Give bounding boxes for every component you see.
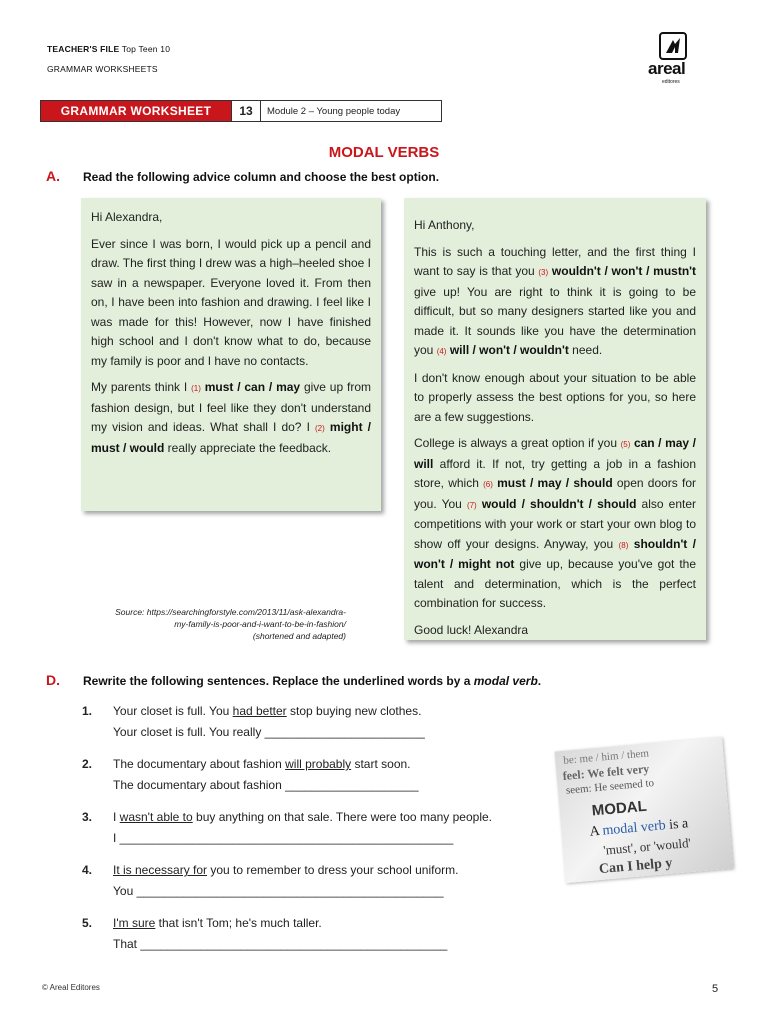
option-choice[interactable]: wouldn't / won't / mustn't [551, 264, 696, 278]
section-a-letter: A. [46, 168, 60, 184]
answer-line[interactable]: The documentary about fashion ____________________ [113, 778, 419, 792]
worksheet-module: Module 2 – Young people today [267, 105, 401, 117]
gap-number: (3) [538, 268, 549, 277]
source-citation: Source: https://searchingforstyle.com/2013/11/ask-alexandra- my-family-is-poor-and-i-want-to-be-in-fashion/ (shortened and adapted) [115, 607, 346, 641]
worksheet-number: 13 [231, 101, 261, 121]
header-line-1: TEACHER'S FILE Top Teen 10 [47, 44, 171, 54]
letter-right-closing: Good luck! Alexandra [414, 622, 529, 637]
gap-number: (2) [315, 424, 325, 433]
section-d-letter: D. [46, 672, 60, 688]
option-choice[interactable]: must / can / may [204, 380, 301, 394]
letter-right [404, 198, 706, 640]
section-d-instruction: Rewrite the following sentences. Replace the underlined words by a modal verb. [83, 674, 542, 688]
option-choice[interactable]: will / won't / wouldn't [449, 343, 569, 357]
option-choice[interactable]: would / shouldn't / should [481, 496, 637, 511]
gap-number: (4) [436, 347, 447, 356]
publisher-logo: areal editores [648, 32, 704, 88]
dictionary-photo: be: me / him / them feel: We felt very seem: He seemed to MODAL A modal verb is a 'must', or 'would' Can I help y [555, 737, 734, 883]
letter-left-paragraph-2: My parents think I (1) must / can / may give up from fashion design, but I feel like they don't understand my vision and ideas. What shall I do? I (2) might / must / would really appreciate the feedback. [91, 380, 372, 455]
letter-right-greeting: Hi Anthony, [414, 218, 475, 232]
footer-copyright: © Areal Editores [42, 983, 100, 992]
gap-number: (6) [483, 480, 493, 489]
letter-right-paragraph-3: College is always a great option if you (5) can / may / will afford it. If not, try getting a job in a fashion store, which (6) must / may / should open doors for you. You (7) would / shouldn't / should also enter competitions with your work or start your own blog to show off your designs. Anyway, you (8) shouldn't / won't / might not give up, because you've got the talent and determination, which is the perfect combination for success. [414, 436, 697, 610]
gap-number: (7) [466, 500, 477, 510]
answer-line[interactable]: I __________________________________________________ [113, 831, 454, 845]
logo-icon [659, 32, 687, 60]
section-a-instruction: Read the following advice column and choose the best option. [83, 170, 440, 184]
letter-right-paragraph-2: I don't know enough about your situation to be able to properly assess the best options for you, so here are a few suggestions. [414, 370, 696, 424]
worksheet-label: GRAMMAR WORKSHEET [41, 101, 231, 121]
letter-left-greeting: Hi Alexandra, [91, 210, 163, 224]
letter-left-paragraph-1: Ever since I was born, I would pick up a pencil and draw. The first thing I drew was a high–heeled shoe I saw in a newspaper. Everyone loved it. From then on, I have been into fashion and drawing. I feel like I was made for this! However, now I have finished high school and I don't know what to do, because my family is poor and I have no contacts. [91, 236, 371, 368]
gap-number: (5) [620, 440, 631, 449]
worksheet-bar [40, 100, 442, 122]
header-line-2: GRAMMAR WORKSHEETS [47, 64, 158, 74]
gap-number: (1) [191, 384, 201, 393]
option-choice[interactable]: shouldn't / won't / might not [414, 536, 697, 571]
option-choice[interactable]: can / may / will [414, 436, 696, 471]
page-number: 5 [712, 983, 719, 995]
letter-right-paragraph-1: This is such a touching letter, and the first thing I want to say is that you (3) wouldn't / won't / mustn't give up! You are right to think it is going to be difficult, but so many designers started like you and made it. It sounds like you have the determination you (4) will / won't / wouldn't need. [414, 244, 696, 357]
answer-line[interactable]: That ______________________________________________ [113, 937, 448, 951]
gap-number: (8) [618, 540, 629, 550]
option-choice[interactable]: must / may / should [497, 476, 613, 490]
letter-left [81, 198, 381, 511]
answer-line[interactable]: You ______________________________________________ [113, 884, 444, 898]
option-choice[interactable]: might / must / would [91, 420, 372, 455]
answer-line[interactable]: Your closet is full. You really ________________________ [113, 725, 425, 739]
page-title: MODAL VERBS [328, 144, 440, 161]
